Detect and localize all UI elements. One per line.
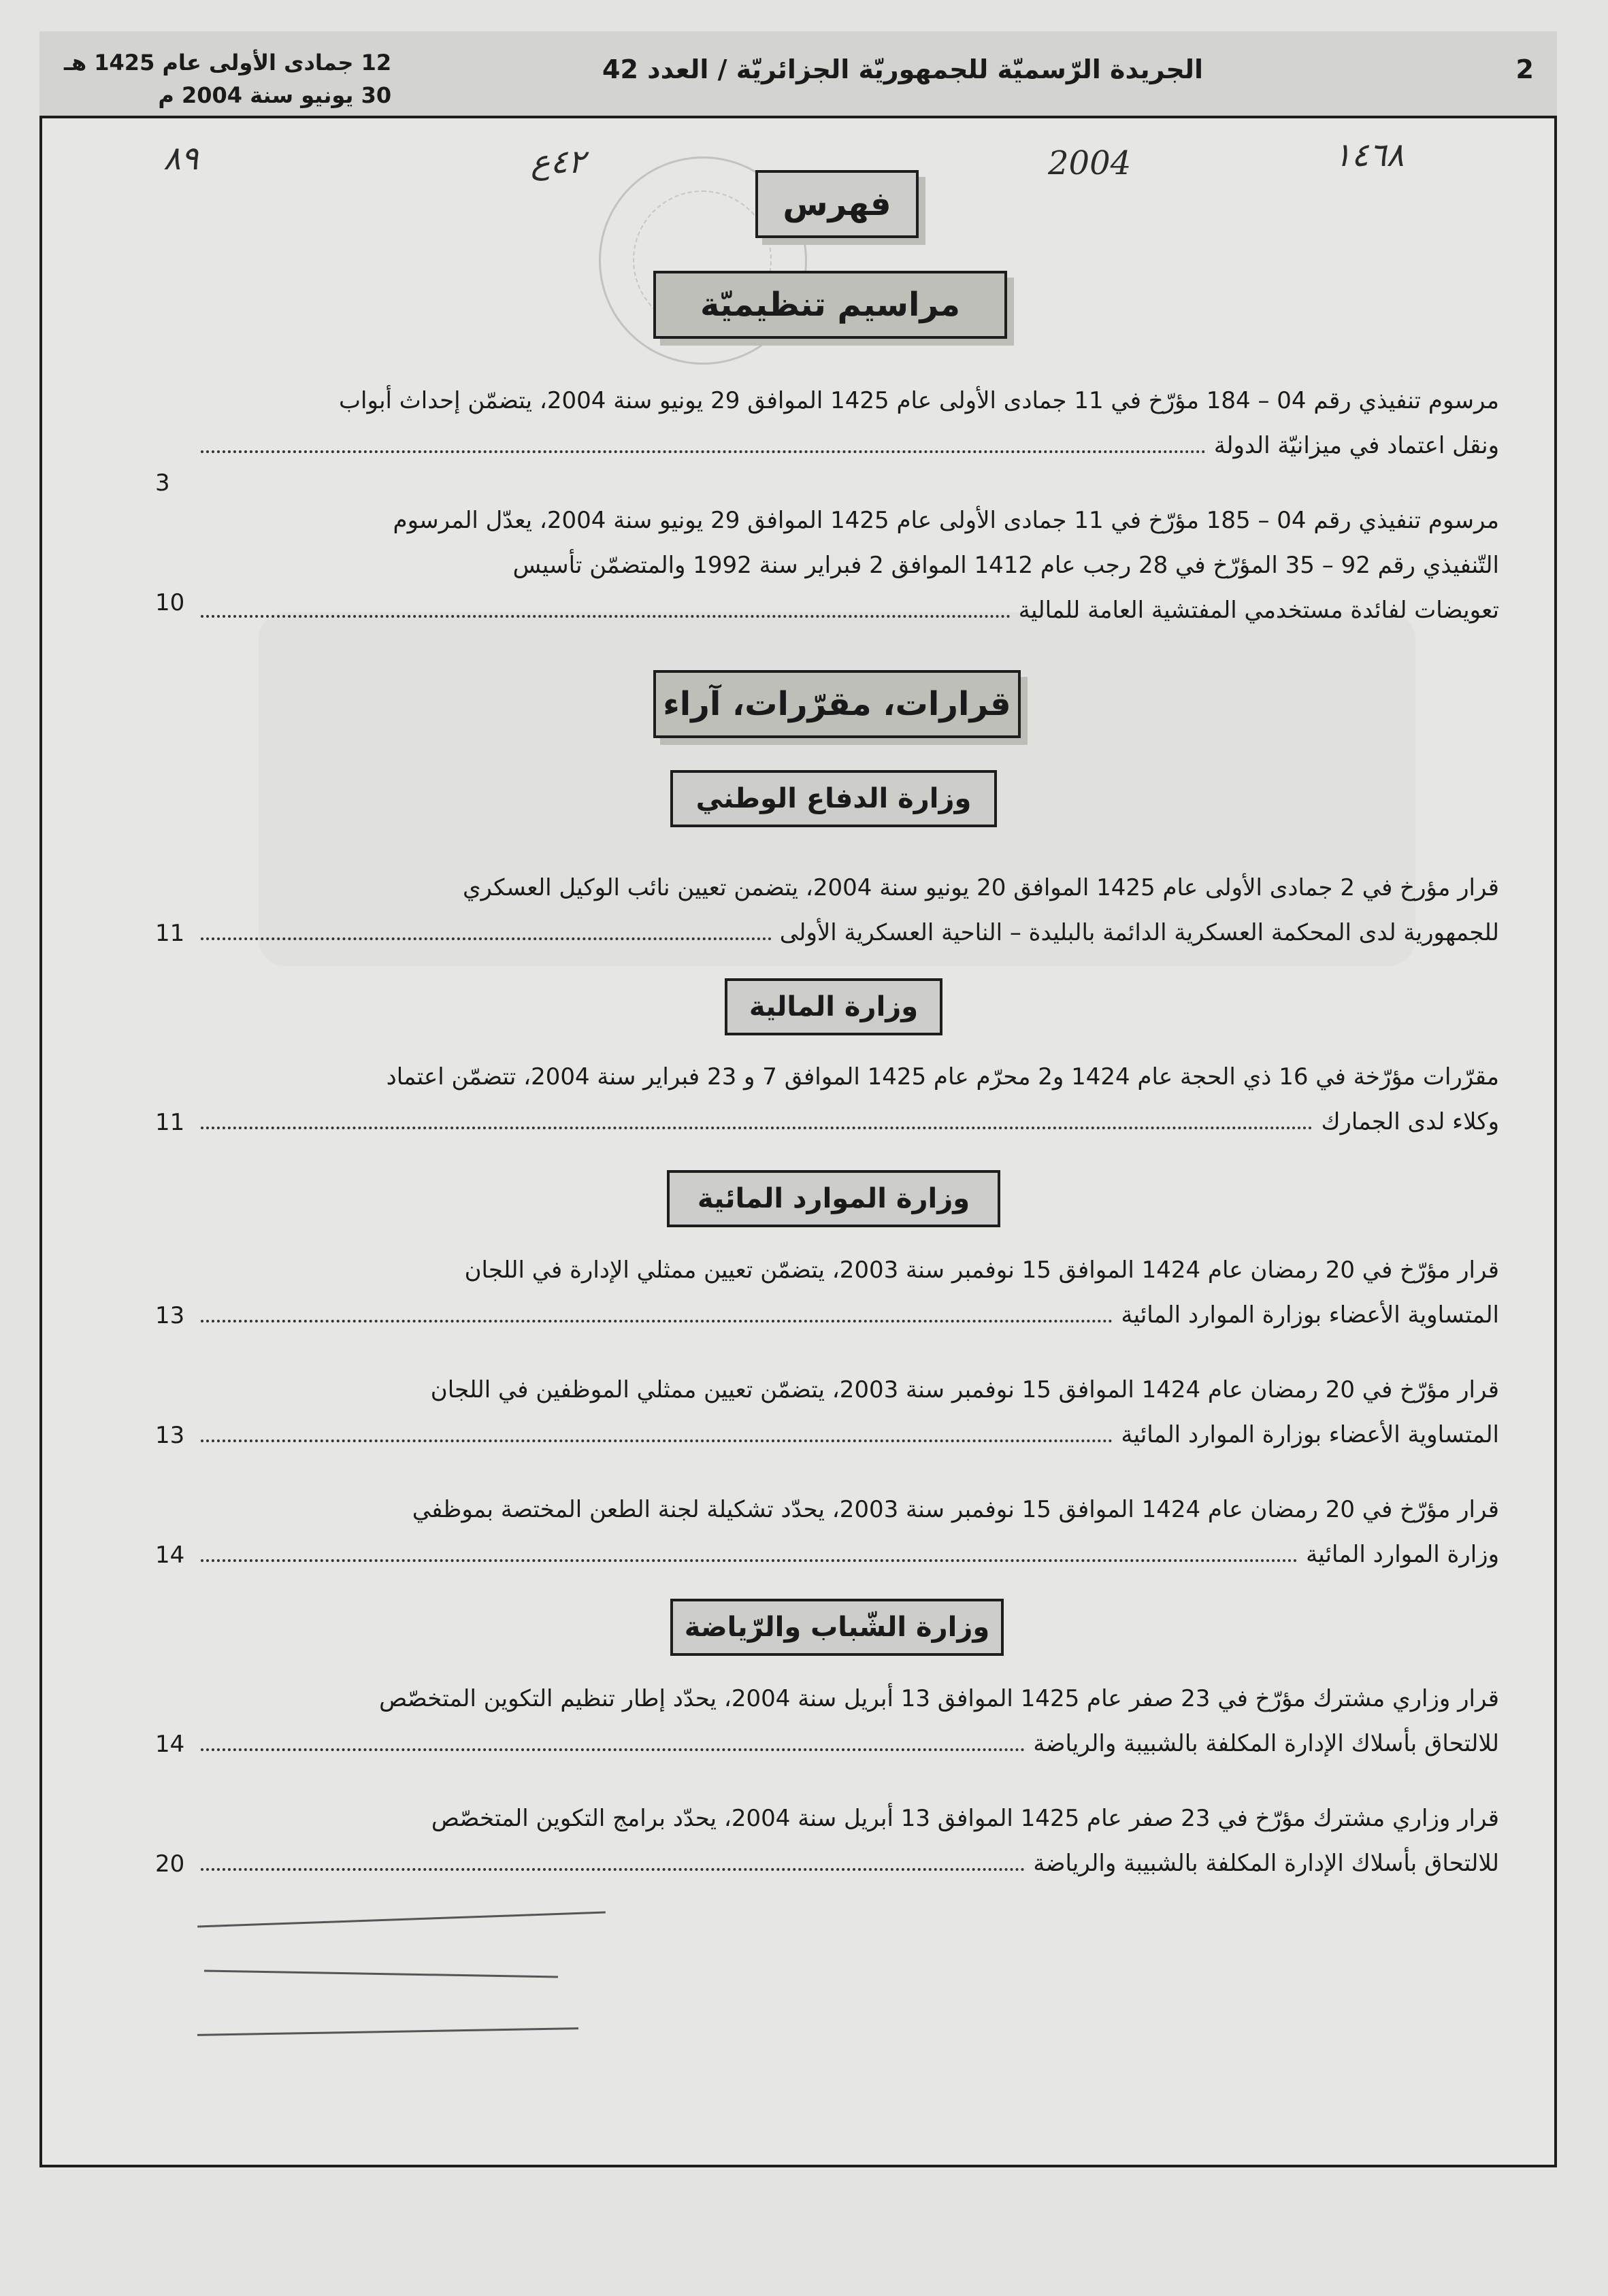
ministry-finance-box — [725, 978, 942, 1035]
leader-dots — [201, 1868, 1025, 1871]
page-ref: 14 — [155, 1731, 185, 1758]
entry-line: مرسوم تنفيذي رقم 04 – 184 مؤرّخ في 11 جمادى الأولى عام 1425 الموافق 29 يونيو سنة 2004، يتضمّن إحداث أبواب — [339, 387, 1499, 414]
ministry-youth-title: وزارة الشّباب والرّياضة — [684, 1612, 990, 1643]
leader-dots — [201, 1127, 1313, 1129]
leader-dots — [201, 937, 772, 940]
section-decisions-box — [653, 670, 1021, 738]
date-gregorian: 30 يونيو سنة 2004 م — [158, 82, 392, 108]
entry-line: المتساوية الأعضاء بوزارة الموارد المائية — [1121, 1421, 1499, 1448]
entry-line: المتساوية الأعضاء بوزارة الموارد المائية — [1121, 1301, 1499, 1329]
youth-entry-1[interactable] — [193, 1676, 1499, 1766]
entry-line: قرار وزاري مشترك مؤرّخ في 23 صفر عام 1425 الموافق 13 أبريل سنة 2004، يحدّد إطار تنظيم التكوين المتخصّص — [379, 1685, 1499, 1712]
date-hijri: 12 جمادى الأولى عام 1425 هـ — [64, 50, 392, 76]
entry-line: قرار مؤرّخ في 20 رمضان عام 1424 الموافق 15 نوفمبر سنة 2003، يتضمّن تعيين ممثلي الإدارة في اللجان — [464, 1257, 1499, 1284]
water-entry-3[interactable] — [193, 1487, 1499, 1577]
page-ref: 11 — [155, 920, 185, 947]
section-decisions-title: قرارات، مقرّرات، آراء — [663, 685, 1011, 723]
page-ref: 10 — [155, 589, 185, 616]
entry-line: ونقل اعتماد في ميزانيّة الدولة — [1213, 432, 1499, 459]
page-header — [39, 31, 1557, 118]
ministry-defense-box — [670, 770, 997, 827]
entry-line: قرار وزاري مشترك مؤرّخ في 23 صفر عام 1425 الموافق 13 أبريل سنة 2004، يحدّد برامج التكوين المتخصّص — [431, 1805, 1499, 1832]
page-ref: 13 — [155, 1422, 185, 1449]
page-number: 2 — [1515, 54, 1534, 84]
entry-line: تعويضات لفائدة مستخدمي المفتشية العامة للمالية — [1018, 597, 1499, 624]
entry-line: قرار مؤرّخ في 20 رمضان عام 1424 الموافق 15 نوفمبر سنة 2003، يحدّد تشكيلة لجنة الطعن المختصة بموظفي — [412, 1496, 1499, 1523]
defense-entry-1[interactable] — [193, 865, 1499, 955]
handwritten-note-left: ٨٩ — [163, 139, 199, 178]
handwritten-note-mid-right: 2004 — [1048, 144, 1132, 182]
ministry-youth-box — [670, 1599, 1004, 1656]
page-ref: 13 — [155, 1302, 185, 1329]
page-ref: 11 — [155, 1109, 185, 1136]
leader-dots — [201, 615, 1011, 618]
entry-line: مقرّرات مؤرّخة في 16 ذي الحجة عام 1424 و2 محرّم عام 1425 الموافق 7 و 23 فبراير سنة 2004، تتضمّن اعتماد — [386, 1063, 1499, 1091]
index-title: فهرس — [783, 185, 891, 223]
decree-entry-2[interactable] — [193, 498, 1499, 633]
ministry-water-title: وزارة الموارد المائية — [697, 1183, 970, 1214]
ministry-finance-title: وزارة المالية — [749, 991, 919, 1022]
finance-entry-1[interactable] — [193, 1054, 1499, 1144]
entry-line: قرار مؤرخ في 2 جمادى الأولى عام 1425 الموافق 20 يونيو سنة 2004، يتضمن تعيين نائب الوكيل العسكري — [462, 874, 1499, 901]
issue-date — [64, 46, 391, 112]
leader-dots — [201, 1320, 1113, 1322]
journal-title: الجريدة الرّسميّة للجمهوريّة الجزائريّة / العدد 42 — [602, 54, 1203, 84]
ministry-water-box — [667, 1170, 1000, 1227]
entry-line: التّنفيذي رقم 92 – 35 المؤرّخ في 28 رجب عام 1412 الموافق 2 فبراير سنة 1992 والمتضمّن تأسيس — [512, 552, 1499, 579]
entry-line: وكلاء لدى الجمارك — [1321, 1108, 1499, 1135]
decree-entry-1[interactable] — [193, 378, 1499, 468]
handwritten-note-mid-left: ٤٢ع — [531, 143, 586, 181]
youth-entry-2[interactable] — [193, 1796, 1499, 1886]
water-entry-2[interactable] — [193, 1367, 1499, 1457]
leader-dots — [201, 450, 1206, 453]
index-title-box — [755, 170, 919, 238]
leader-dots — [201, 1559, 1298, 1562]
page-ref: 3 — [155, 469, 170, 497]
entry-line: وزارة الموارد المائية — [1306, 1541, 1499, 1568]
water-entry-1[interactable] — [193, 1248, 1499, 1337]
page-ref: 14 — [155, 1542, 185, 1569]
entry-line: للالتحاق بأسلاك الإدارة المكلفة بالشبيبة والرياضة — [1033, 1730, 1499, 1757]
ministry-defense-title: وزارة الدفاع الوطني — [695, 783, 972, 814]
entry-line: قرار مؤرّخ في 20 رمضان عام 1424 الموافق 15 نوفمبر سنة 2003، يتضمّن تعيين ممثلي الموظفين في اللجان — [430, 1376, 1499, 1403]
leader-dots — [201, 1440, 1113, 1442]
leader-dots — [201, 1748, 1025, 1751]
entry-line: للجمهورية لدى المحكمة العسكرية الدائمة بالبليدة – الناحية العسكرية الأولى — [779, 919, 1499, 946]
handwritten-note-right: ١٤٦٨ — [1334, 136, 1405, 174]
page-ref: 20 — [155, 1850, 185, 1878]
section-decrees-title: مراسيم تنظيميّة — [700, 286, 961, 324]
entry-line: للالتحاق بأسلاك الإدارة المكلفة بالشبيبة والرياضة — [1033, 1850, 1499, 1877]
entry-line: مرسوم تنفيذي رقم 04 – 185 مؤرّخ في 11 جمادى الأولى عام 1425 الموافق 29 يونيو سنة 2004، يعدّل المرسوم — [393, 507, 1499, 534]
section-decrees-box — [653, 271, 1007, 339]
